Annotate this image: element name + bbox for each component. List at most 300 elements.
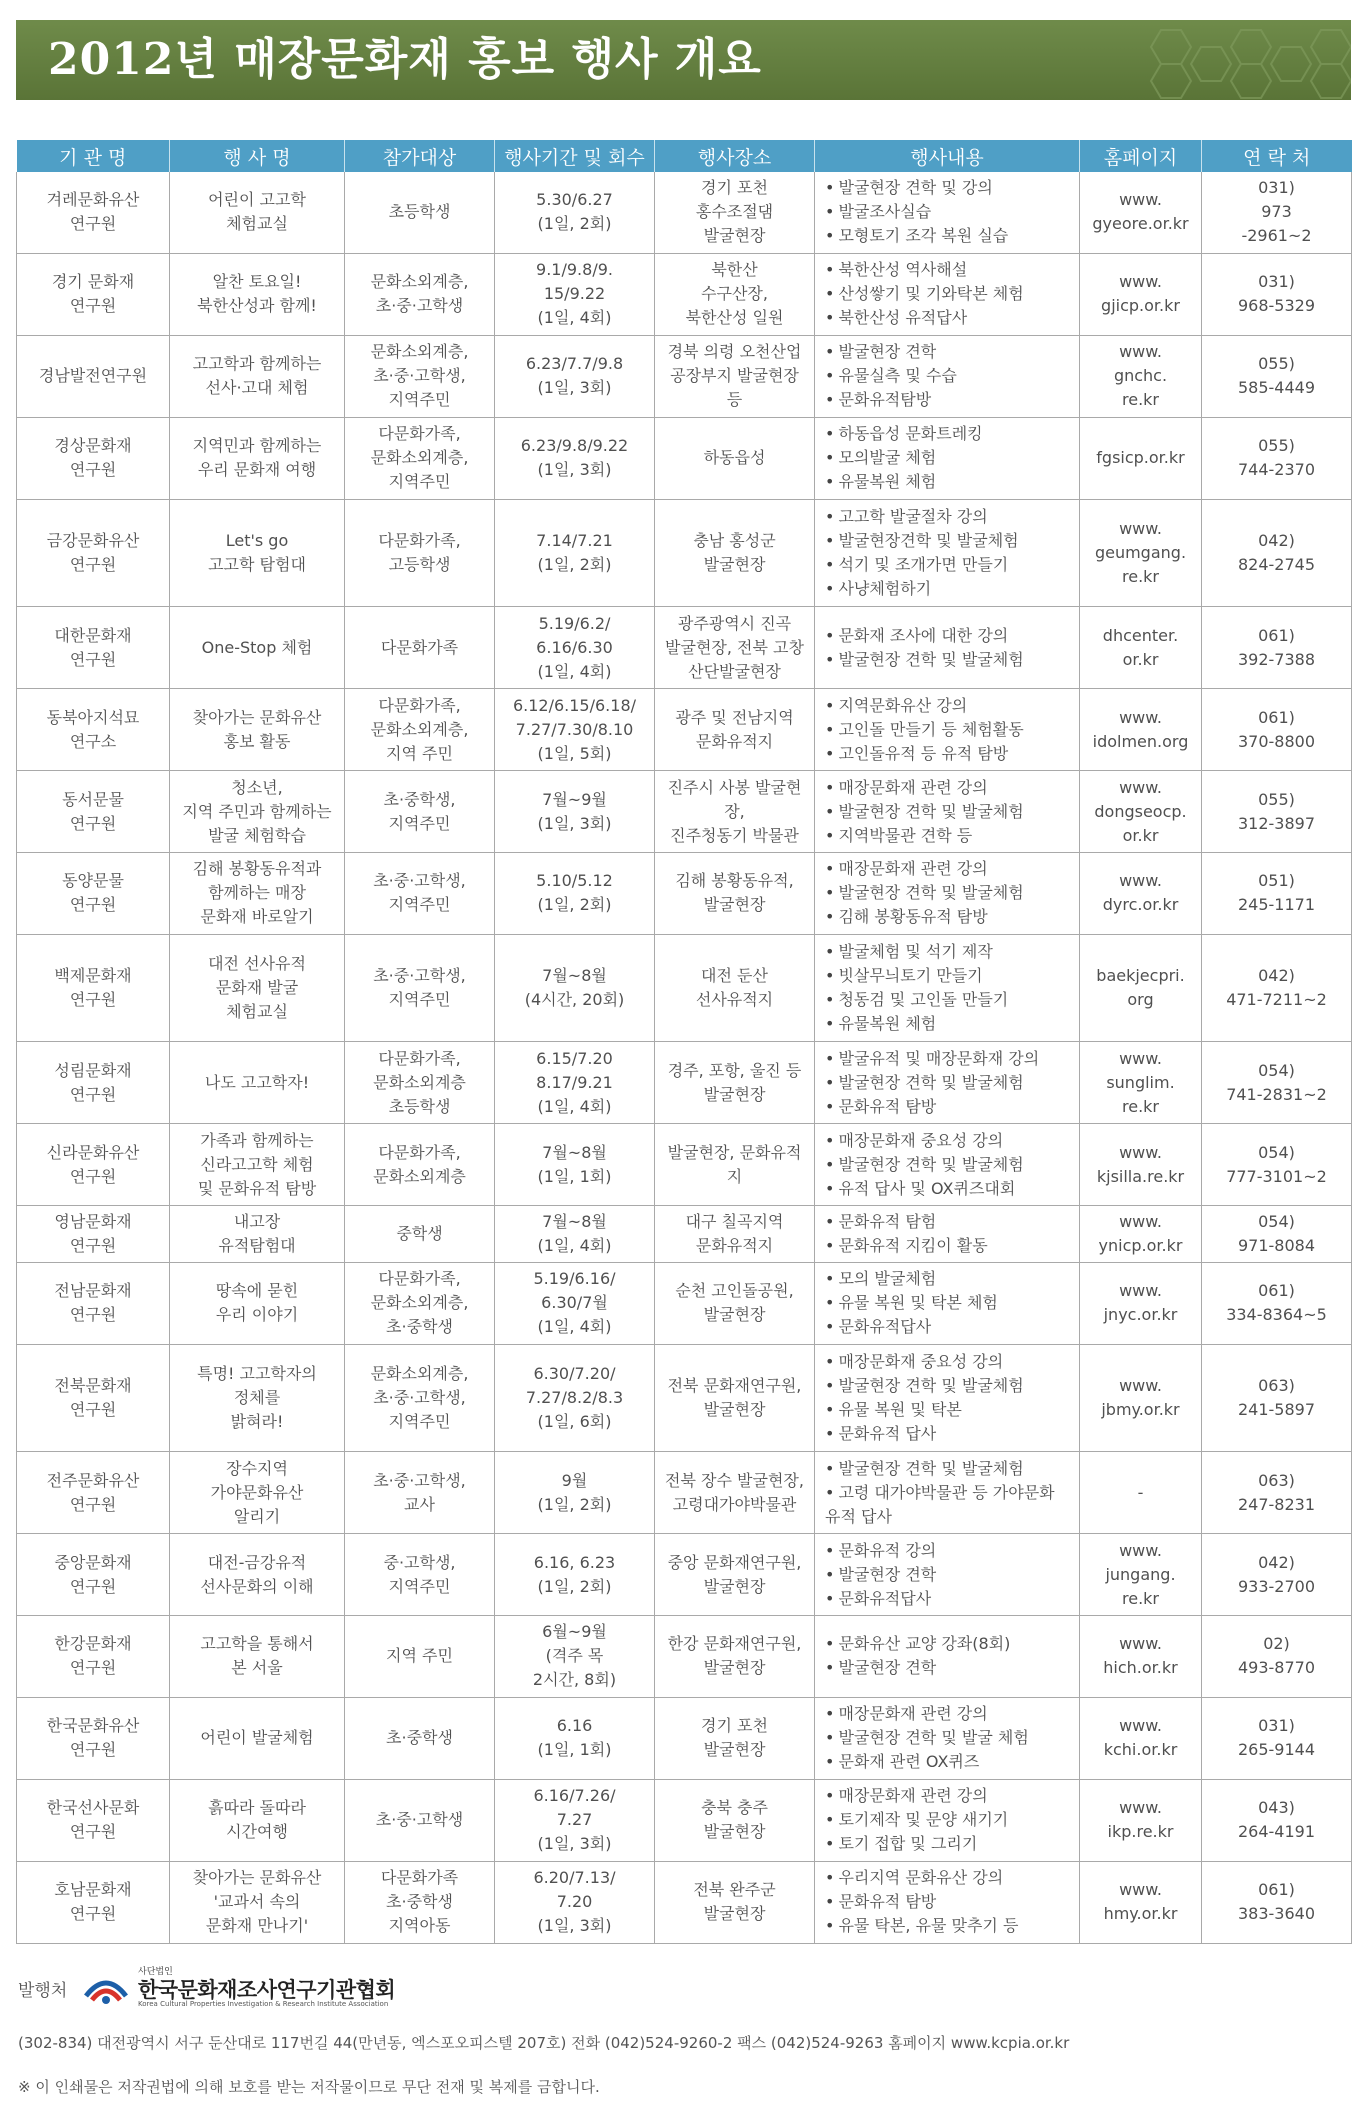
hexagon-pattern-icon xyxy=(1131,20,1351,100)
content-text: 발굴현장 견학 xyxy=(838,1564,937,1584)
content-text: 발굴유적 및 매장문화재 강의 xyxy=(838,1048,1040,1068)
period-cell: 6.30/7.20/ 7.27/8.2/8.3 (1일, 6회) xyxy=(495,1344,655,1451)
org-name-cell: 전북문화재 연구원 xyxy=(17,1344,170,1451)
bullet-icon: • xyxy=(825,1892,835,1912)
bullet-icon: • xyxy=(825,308,835,328)
content-item xyxy=(825,1632,1073,1656)
content-item xyxy=(825,1457,1073,1481)
period-cell: 9월 (1일, 2회) xyxy=(495,1452,655,1534)
bullet-icon: • xyxy=(825,342,835,362)
content-text: 발굴현장 견학 및 강의 xyxy=(838,178,993,198)
content-item xyxy=(825,1702,1073,1726)
event-name-cell: 특명! 고고학자의 정체를 밝혀라! xyxy=(170,1344,345,1451)
place-cell: 전북 문화재연구원, 발굴현장 xyxy=(655,1344,815,1451)
place-cell: 대전 둔산 선사유적지 xyxy=(655,934,815,1041)
period-cell: 5.10/5.12 (1일, 2회) xyxy=(495,853,655,935)
bullet-icon: • xyxy=(825,1048,835,1068)
content-text: 발굴현장 견학 및 발굴체험 xyxy=(838,1154,1024,1174)
place-cell: 경기 포천 홍수조절댐 발굴현장 xyxy=(655,172,815,253)
content-cell xyxy=(815,172,1080,253)
org-name-cell: 성림문화재 연구원 xyxy=(17,1042,170,1124)
table-row xyxy=(17,1861,1352,1943)
event-name-cell: Let's go 고고학 탐험대 xyxy=(170,499,345,606)
contact-cell: 031) 968-5329 xyxy=(1202,253,1352,335)
table-row xyxy=(17,499,1352,606)
event-name-cell: 지역민과 함께하는 우리 문화재 여행 xyxy=(170,417,345,499)
content-text: 발굴현장 견학 및 발굴체험 xyxy=(838,1072,1024,1092)
column-header: 행사기간 및 회수 xyxy=(495,140,655,172)
content-cell xyxy=(815,1206,1080,1262)
bullet-icon: • xyxy=(825,1178,835,1198)
target-cell: 다문화가족, 문화소외계층 xyxy=(345,1124,495,1206)
period-cell: 6.23/7.7/9.8 (1일, 3회) xyxy=(495,335,655,417)
period-cell: 5.19/6.2/ 6.16/6.30 (1일, 4회) xyxy=(495,607,655,689)
content-item xyxy=(825,905,1073,929)
footer-address: (302-834) 대전광역시 서구 둔산대로 117번길 44(만년동, 엑스포오피스텔 207호) 전화 (042)524-9260-2 팩스 (042)524-9263 홈페이지 www.kcpia.or.kr xyxy=(18,2034,1070,2052)
period-cell: 6.15/7.20 8.17/9.21 (1일, 4회) xyxy=(495,1042,655,1124)
content-item xyxy=(825,1012,1073,1036)
bullet-icon: • xyxy=(825,1752,835,1772)
bullet-icon: • xyxy=(825,202,835,222)
table-row xyxy=(17,1534,1352,1616)
target-cell: 초·중·고학생, 지역주민 xyxy=(345,853,495,935)
bullet-icon: • xyxy=(825,859,835,879)
bullet-icon: • xyxy=(825,1072,835,1092)
content-item xyxy=(825,1832,1073,1856)
bullet-icon: • xyxy=(825,1423,835,1443)
content-cell xyxy=(815,1124,1080,1206)
target-cell: 문화소외계층, 초·중·고학생, 지역주민 xyxy=(345,1344,495,1451)
table-row xyxy=(17,1262,1352,1344)
content-item xyxy=(825,1587,1073,1611)
table-row xyxy=(17,1124,1352,1206)
content-text: 문화유적답사 xyxy=(838,1588,932,1608)
event-name-cell: 장수지역 가야문화유산 알리기 xyxy=(170,1452,345,1534)
organization-logo-icon xyxy=(80,1966,132,2008)
bullet-icon: • xyxy=(825,448,835,468)
contact-cell: 063) 247-8231 xyxy=(1202,1452,1352,1534)
homepage-cell: www. hmy.or.kr xyxy=(1080,1861,1202,1943)
bullet-icon: • xyxy=(825,883,835,903)
bullet-icon: • xyxy=(825,260,835,280)
homepage-cell: www. gnchc. re.kr xyxy=(1080,335,1202,417)
content-text: 발굴현장 견학 및 발굴체험 xyxy=(838,801,1024,821)
bullet-icon: • xyxy=(825,1540,835,1560)
content-cell xyxy=(815,1042,1080,1124)
event-name-cell: 청소년, 지역 주민과 함께하는 발굴 체험학습 xyxy=(170,771,345,853)
target-cell: 다문화가족, 문화소외계층, 초·중학생 xyxy=(345,1262,495,1344)
bullet-icon: • xyxy=(825,578,835,598)
content-cell xyxy=(815,1697,1080,1779)
content-item xyxy=(825,1890,1073,1914)
content-text: 유물복원 체험 xyxy=(838,472,937,492)
content-text: 문화유적 답사 xyxy=(838,1423,937,1443)
content-text: 고인돌 만들기 등 체험활동 xyxy=(838,719,1024,739)
content-item xyxy=(825,824,1073,848)
content-text: 매장문화재 관련 강의 xyxy=(838,1786,988,1806)
content-cell xyxy=(815,853,1080,935)
content-item xyxy=(825,553,1073,577)
contact-cell: 061) 383-3640 xyxy=(1202,1861,1352,1943)
event-name-cell: 대전-금강유적 선사문화의 이해 xyxy=(170,1534,345,1616)
table-row xyxy=(17,253,1352,335)
target-cell: 초등학생 xyxy=(345,172,495,253)
content-text: 지역박물관 견학 등 xyxy=(838,825,973,845)
table-row xyxy=(17,771,1352,853)
homepage-cell: www. dyrc.or.kr xyxy=(1080,853,1202,935)
content-text: 매장문화재 관련 강의 xyxy=(838,777,988,797)
content-text: 발굴조사실습 xyxy=(838,202,932,222)
target-cell: 다문화가족 초·중학생 지역아동 xyxy=(345,1861,495,1943)
bullet-icon: • xyxy=(825,284,835,304)
content-item xyxy=(825,624,1073,648)
target-cell: 초·중·고학생, 교사 xyxy=(345,1452,495,1534)
bullet-icon: • xyxy=(825,695,835,715)
page-title: 2012년 매장문화재 홍보 행사 개요 xyxy=(48,34,762,85)
bullet-icon: • xyxy=(825,777,835,797)
place-cell: 경주, 포항, 울진 등 발굴현장 xyxy=(655,1042,815,1124)
event-name-cell: 찾아가는 문화유산 '교과서 속의 문화재 만나기' xyxy=(170,1861,345,1943)
target-cell: 초·중학생, 지역주민 xyxy=(345,771,495,853)
content-item xyxy=(825,1267,1073,1291)
contact-cell: 061) 334-8364~5 xyxy=(1202,1262,1352,1344)
contact-cell: 054) 777-3101~2 xyxy=(1202,1124,1352,1206)
bullet-icon: • xyxy=(825,1834,835,1854)
event-name-cell: 땅속에 묻힌 우리 이야기 xyxy=(170,1262,345,1344)
place-cell: 충북 충주 발굴현장 xyxy=(655,1779,815,1861)
bullet-icon: • xyxy=(825,424,835,444)
content-item xyxy=(825,1374,1073,1398)
place-cell: 광주 및 전남지역 문화유적지 xyxy=(655,689,815,771)
content-item xyxy=(825,200,1073,224)
contact-cell: 042) 933-2700 xyxy=(1202,1534,1352,1616)
org-name-cell: 한국문화유산 연구원 xyxy=(17,1697,170,1779)
target-cell: 중·고학생, 지역주민 xyxy=(345,1534,495,1616)
target-cell: 초·중·고학생 xyxy=(345,1779,495,1861)
org-name-cell: 신라문화유산 연구원 xyxy=(17,1124,170,1206)
org-name-cell: 동북아지석묘 연구소 xyxy=(17,689,170,771)
content-cell xyxy=(815,1344,1080,1451)
content-text: 발굴현장 견학 및 발굴 체험 xyxy=(838,1728,1029,1748)
content-text: 매장문화재 관련 강의 xyxy=(838,1704,988,1724)
content-cell xyxy=(815,1534,1080,1616)
content-item xyxy=(825,1914,1073,1938)
event-name-cell: 어린이 발굴체험 xyxy=(170,1697,345,1779)
content-item xyxy=(825,881,1073,905)
place-cell: 경북 의령 오천산업 공장부지 발굴현장 등 xyxy=(655,335,815,417)
org-name: 한국문화재조사연구기관협회 xyxy=(138,1978,396,2002)
bullet-icon: • xyxy=(825,506,835,526)
content-text: 매장문화재 관련 강의 xyxy=(838,859,988,879)
content-item xyxy=(825,1047,1073,1071)
content-item xyxy=(825,1398,1073,1422)
contact-cell: 061) 370-8800 xyxy=(1202,689,1352,771)
content-text: 발굴현장 견학 및 발굴체험 xyxy=(838,1458,1024,1478)
period-cell: 9.1/9.8/9. 15/9.22 (1일, 4회) xyxy=(495,253,655,335)
table-row xyxy=(17,1452,1352,1534)
content-text: 모의 발굴체험 xyxy=(838,1269,937,1289)
content-text: 유물실측 및 수습 xyxy=(838,366,957,386)
bullet-icon: • xyxy=(825,1482,835,1502)
content-item xyxy=(825,1153,1073,1177)
bullet-icon: • xyxy=(825,1317,835,1337)
content-text: 유물 탁본, 유물 맞추기 등 xyxy=(838,1916,1019,1936)
table-row xyxy=(17,335,1352,417)
bullet-icon: • xyxy=(825,719,835,739)
content-text: 매장문화재 중요성 강의 xyxy=(838,1351,1004,1371)
content-text: 고령 대가야박물관 등 가야문화 유적 답사 xyxy=(825,1482,1055,1526)
bullet-icon: • xyxy=(825,1293,835,1313)
table-row xyxy=(17,1616,1352,1698)
content-text: 문화유적 탐방 xyxy=(838,1096,937,1116)
contact-cell: 043) 264-4191 xyxy=(1202,1779,1352,1861)
bullet-icon: • xyxy=(825,1014,835,1034)
content-text: 발굴현장 견학 및 발굴체험 xyxy=(838,883,1024,903)
content-item xyxy=(825,258,1073,282)
contact-cell: 042) 824-2745 xyxy=(1202,499,1352,606)
bullet-icon: • xyxy=(825,625,835,645)
org-name-cell: 호남문화재 연구원 xyxy=(17,1861,170,1943)
org-name-cell: 대한문화재 연구원 xyxy=(17,607,170,689)
bullet-icon: • xyxy=(825,1236,835,1256)
content-item xyxy=(825,800,1073,824)
homepage-cell: www. jbmy.or.kr xyxy=(1080,1344,1202,1451)
content-item xyxy=(825,1784,1073,1808)
content-text: 문화유적 탐험 xyxy=(838,1212,937,1232)
target-cell: 다문화가족, 문화소외계층 초등학생 xyxy=(345,1042,495,1124)
content-text: 유물 복원 및 탁본 xyxy=(838,1399,962,1419)
period-cell: 7월~8월 (1일, 1회) xyxy=(495,1124,655,1206)
bullet-icon: • xyxy=(825,907,835,927)
target-cell: 다문화가족, 고등학생 xyxy=(345,499,495,606)
homepage-cell: - xyxy=(1080,1452,1202,1534)
contact-cell: 055) 585-4449 xyxy=(1202,335,1352,417)
period-cell: 7월~8월 (4시간, 20회) xyxy=(495,934,655,1041)
content-item xyxy=(825,577,1073,601)
content-item xyxy=(825,224,1073,248)
place-cell: 광주광역시 진곡 발굴현장, 전북 고창 산단발굴현장 xyxy=(655,607,815,689)
place-cell: 전북 장수 발굴현장, 고령대가야박물관 xyxy=(655,1452,815,1534)
content-cell xyxy=(815,689,1080,771)
content-text: 빗살무늬토기 만들기 xyxy=(838,966,983,986)
column-header: 행사장소 xyxy=(655,140,815,172)
period-cell: 6.23/9.8/9.22 (1일, 3회) xyxy=(495,417,655,499)
column-header: 행 사 명 xyxy=(170,140,345,172)
event-name-cell: 김해 봉황동유적과 함께하는 매장 문화재 바로알기 xyxy=(170,853,345,935)
content-item xyxy=(825,1129,1073,1153)
table-row xyxy=(17,1206,1352,1262)
content-text: 문화유적 탐방 xyxy=(838,1892,937,1912)
org-name-cell: 동서문물 연구원 xyxy=(17,771,170,853)
place-cell: 발굴현장, 문화유적지 xyxy=(655,1124,815,1206)
content-item xyxy=(825,1291,1073,1315)
content-item xyxy=(825,282,1073,306)
org-name-cell: 영남문화재 연구원 xyxy=(17,1206,170,1262)
content-item xyxy=(825,940,1073,964)
place-cell: 충남 홍성군 발굴현장 xyxy=(655,499,815,606)
bullet-icon: • xyxy=(825,1634,835,1654)
content-item xyxy=(825,306,1073,330)
content-text: 고인돌유적 등 유적 탐방 xyxy=(838,743,1009,763)
content-text: 김해 봉황동유적 탐방 xyxy=(838,907,988,927)
target-cell: 지역 주민 xyxy=(345,1616,495,1698)
org-english-name: Korea Cultural Properties Investigation & Research Institute Association xyxy=(138,2000,389,2008)
content-item xyxy=(825,1234,1073,1258)
period-cell: 6.16, 6.23 (1일, 2회) xyxy=(495,1534,655,1616)
bullet-icon: • xyxy=(825,366,835,386)
target-cell: 문화소외계층, 초·중·고학생, 지역주민 xyxy=(345,335,495,417)
content-item xyxy=(825,1563,1073,1587)
org-name-cell: 한국선사문화 연구원 xyxy=(17,1779,170,1861)
content-text: 유물 복원 및 탁본 체험 xyxy=(838,1293,998,1313)
homepage-cell: www. gyeore.or.kr xyxy=(1080,172,1202,253)
content-text: 우리지역 문화유산 강의 xyxy=(838,1868,1004,1888)
period-cell: 6.20/7.13/ 7.20 (1일, 3회) xyxy=(495,1861,655,1943)
content-item xyxy=(825,176,1073,200)
bullet-icon: • xyxy=(825,825,835,845)
contact-cell: 031) 973 -2961~2 xyxy=(1202,172,1352,253)
content-item xyxy=(825,1095,1073,1119)
content-text: 발굴현장 견학 및 발굴체험 xyxy=(838,1375,1024,1395)
content-cell xyxy=(815,1861,1080,1943)
bullet-icon: • xyxy=(825,990,835,1010)
content-item xyxy=(825,388,1073,412)
org-name-cell: 경상문화재 연구원 xyxy=(17,417,170,499)
content-text: 매장문화재 중요성 강의 xyxy=(838,1130,1004,1150)
content-item xyxy=(825,1750,1073,1774)
content-cell xyxy=(815,1262,1080,1344)
period-cell: 7.14/7.21 (1일, 2회) xyxy=(495,499,655,606)
period-cell: 6.16/7.26/ 7.27 (1일, 3회) xyxy=(495,1779,655,1861)
homepage-cell: www. sunglim. re.kr xyxy=(1080,1042,1202,1124)
target-cell: 중학생 xyxy=(345,1206,495,1262)
homepage-cell: www. kjsilla.re.kr xyxy=(1080,1124,1202,1206)
content-text: 청동검 및 고인돌 만들기 xyxy=(838,990,1009,1010)
content-item xyxy=(825,857,1073,881)
place-cell: 하동읍성 xyxy=(655,417,815,499)
org-name-cell: 동양문물 연구원 xyxy=(17,853,170,935)
homepage-cell: fgsicp.or.kr xyxy=(1080,417,1202,499)
contact-cell: 055) 312-3897 xyxy=(1202,771,1352,853)
content-cell xyxy=(815,253,1080,335)
place-cell: 중앙 문화재연구원, 발굴현장 xyxy=(655,1534,815,1616)
contact-cell: 042) 471-7211~2 xyxy=(1202,934,1352,1041)
content-text: 고고학 발굴절차 강의 xyxy=(838,506,988,526)
homepage-cell: www. dongseocp. or.kr xyxy=(1080,771,1202,853)
content-item xyxy=(825,1071,1073,1095)
content-item xyxy=(825,718,1073,742)
content-cell xyxy=(815,1616,1080,1698)
content-cell xyxy=(815,335,1080,417)
bullet-icon: • xyxy=(825,1351,835,1371)
contact-cell: 02) 493-8770 xyxy=(1202,1616,1352,1698)
contact-cell: 054) 971-8084 xyxy=(1202,1206,1352,1262)
publisher-label: 발행처 xyxy=(18,1981,68,2001)
target-cell: 다문화가족, 문화소외계층, 지역 주민 xyxy=(345,689,495,771)
org-name-cell: 전남문화재 연구원 xyxy=(17,1262,170,1344)
period-cell: 6.12/6.15/6.18/ 7.27/7.30/8.10 (1일, 5회) xyxy=(495,689,655,771)
content-item xyxy=(825,446,1073,470)
copyright-note: ※ 이 인쇄물은 저작권법에 의해 보호를 받는 저작물이므로 무단 전재 및 복제를 금합니다. xyxy=(18,2078,600,2096)
content-text: 북한산성 역사해설 xyxy=(838,260,968,280)
table-row xyxy=(17,1697,1352,1779)
org-name-cell: 경기 문화재 연구원 xyxy=(17,253,170,335)
org-name-cell: 금강문화유산 연구원 xyxy=(17,499,170,606)
bullet-icon: • xyxy=(825,1154,835,1174)
content-cell xyxy=(815,771,1080,853)
content-text: 문화재 관련 OX퀴즈 xyxy=(838,1752,980,1772)
target-cell: 다문화가족, 문화소외계층, 지역주민 xyxy=(345,417,495,499)
content-text: 유물복원 체험 xyxy=(838,1014,937,1034)
content-text: 석기 및 조개가면 만들기 xyxy=(838,554,1009,574)
content-text: 문화유적답사 xyxy=(838,1317,932,1337)
homepage-cell: www. hich.or.kr xyxy=(1080,1616,1202,1698)
period-cell: 7월~9월 (1일, 3회) xyxy=(495,771,655,853)
place-cell: 북한산 수구산장, 북한산성 일원 xyxy=(655,253,815,335)
content-cell xyxy=(815,1779,1080,1861)
content-item xyxy=(825,422,1073,446)
content-item xyxy=(825,694,1073,718)
publisher-block xyxy=(18,1962,618,2012)
content-text: 모형토기 조각 복원 실습 xyxy=(838,226,1009,246)
content-item xyxy=(825,529,1073,553)
bullet-icon: • xyxy=(825,1399,835,1419)
place-cell: 한강 문화재연구원, 발굴현장 xyxy=(655,1616,815,1698)
content-text: 문화재 조사에 대한 강의 xyxy=(838,625,1009,645)
contact-cell: 054) 741-2831~2 xyxy=(1202,1042,1352,1124)
content-item xyxy=(825,1315,1073,1339)
bullet-icon: • xyxy=(825,1728,835,1748)
content-item xyxy=(825,1210,1073,1234)
table-row xyxy=(17,1042,1352,1124)
content-text: 발굴현장 견학 xyxy=(838,342,937,362)
bullet-icon: • xyxy=(825,649,835,669)
bullet-icon: • xyxy=(825,1786,835,1806)
org-name-cell: 경남발전연구원 xyxy=(17,335,170,417)
event-name-cell: One-Stop 체험 xyxy=(170,607,345,689)
content-text: 북한산성 유적답사 xyxy=(838,308,968,328)
event-name-cell: 흙따라 돌따라 시간여행 xyxy=(170,1779,345,1861)
table-row xyxy=(17,853,1352,935)
bullet-icon: • xyxy=(825,1810,835,1830)
content-text: 지역문화유산 강의 xyxy=(838,695,968,715)
content-text: 발굴현장견학 및 발굴체험 xyxy=(838,530,1019,550)
content-text: 발굴현장 견학 및 발굴체험 xyxy=(838,649,1024,669)
content-item xyxy=(825,1656,1073,1680)
event-name-cell: 알찬 토요일! 북한산성과 함께! xyxy=(170,253,345,335)
content-text: 사냥체험하기 xyxy=(838,578,932,598)
bullet-icon: • xyxy=(825,1704,835,1724)
content-item xyxy=(825,470,1073,494)
column-header: 홈페이지 xyxy=(1080,140,1202,172)
event-name-cell: 나도 고고학자! xyxy=(170,1042,345,1124)
event-name-cell: 대전 선사유적 문화재 발굴 체험교실 xyxy=(170,934,345,1041)
content-cell xyxy=(815,1452,1080,1534)
target-cell: 초·중학생 xyxy=(345,1697,495,1779)
bullet-icon: • xyxy=(825,743,835,763)
content-text: 하동읍성 문화트레킹 xyxy=(838,424,983,444)
target-cell: 초·중·고학생, 지역주민 xyxy=(345,934,495,1041)
table-row xyxy=(17,607,1352,689)
content-text: 문화유적 강의 xyxy=(838,1540,937,1560)
event-name-cell: 가족과 함께하는 신라고고학 체험 및 문화유적 탐방 xyxy=(170,1124,345,1206)
table-body xyxy=(17,172,1352,1944)
content-item xyxy=(825,364,1073,388)
org-type-label: 사단법인 xyxy=(138,1967,173,1977)
event-name-cell: 어린이 고고학 체험교실 xyxy=(170,172,345,253)
org-name-cell: 겨레문화유산 연구원 xyxy=(17,172,170,253)
bullet-icon: • xyxy=(825,1868,835,1888)
